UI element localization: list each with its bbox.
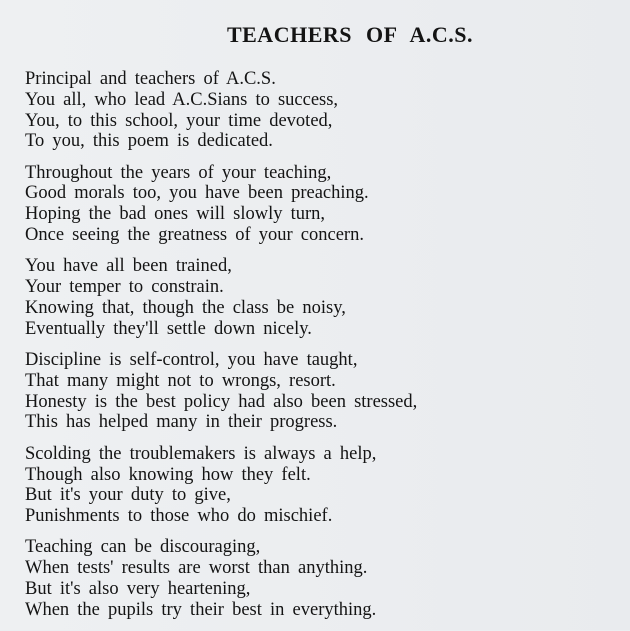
- poem-line: Once seeing the greatness of your concern.: [25, 225, 364, 246]
- poem-line: Teaching can be discouraging,: [25, 537, 261, 558]
- poem-line: Knowing that, though the class be noisy,: [25, 297, 346, 318]
- stanza: [25, 69, 417, 152]
- stanza: [25, 537, 417, 620]
- poem-line: You, to this school, your time devoted,: [25, 110, 333, 131]
- poem-line: Honesty is the best policy had also been stressed,: [25, 391, 418, 412]
- poem-line: You have all been trained,: [25, 256, 232, 277]
- poem-line: To you, this poem is dedicated.: [25, 131, 273, 152]
- poem-line: Principal and teachers of A.C.S.: [25, 69, 276, 89]
- stanza: [25, 256, 417, 339]
- poem-line: Though also knowing how they felt.: [25, 464, 311, 485]
- poem-line: Eventually they'll settle down nicely.: [25, 318, 312, 339]
- poem-line: Hoping the bad ones will slowly turn,: [25, 204, 326, 225]
- poem-title: TEACHERS OF A.C.S.: [226, 22, 474, 47]
- poem-line: When the pupils try their best in everything.: [25, 599, 377, 620]
- poem-line: That many might not to wrongs, resort.: [25, 370, 336, 391]
- poem-line: But it's also very heartening,: [25, 579, 251, 600]
- stanza: [25, 350, 417, 433]
- poem-line: Your temper to constrain.: [25, 277, 224, 298]
- poem-line: Throughout the years of your teaching,: [25, 162, 332, 183]
- poem-line: Discipline is self-control, you have taught,: [25, 350, 358, 371]
- poem-line: You all, who lead A.C.Sians to success,: [25, 89, 339, 110]
- poem-line: Punishments to those who do mischief.: [25, 506, 333, 527]
- poem-line: Scolding the troublemakers is always a help,: [25, 443, 377, 464]
- poem-line: This has helped many in their progress.: [25, 412, 338, 433]
- poem-body: [25, 69, 417, 631]
- poem-line: When tests' results are worst than anything.: [25, 558, 368, 579]
- poem-line: But it's your duty to give,: [25, 485, 231, 506]
- poem-line: Good morals too, you have been preaching.: [25, 183, 369, 204]
- stanza: [25, 444, 417, 527]
- stanza: [25, 163, 417, 246]
